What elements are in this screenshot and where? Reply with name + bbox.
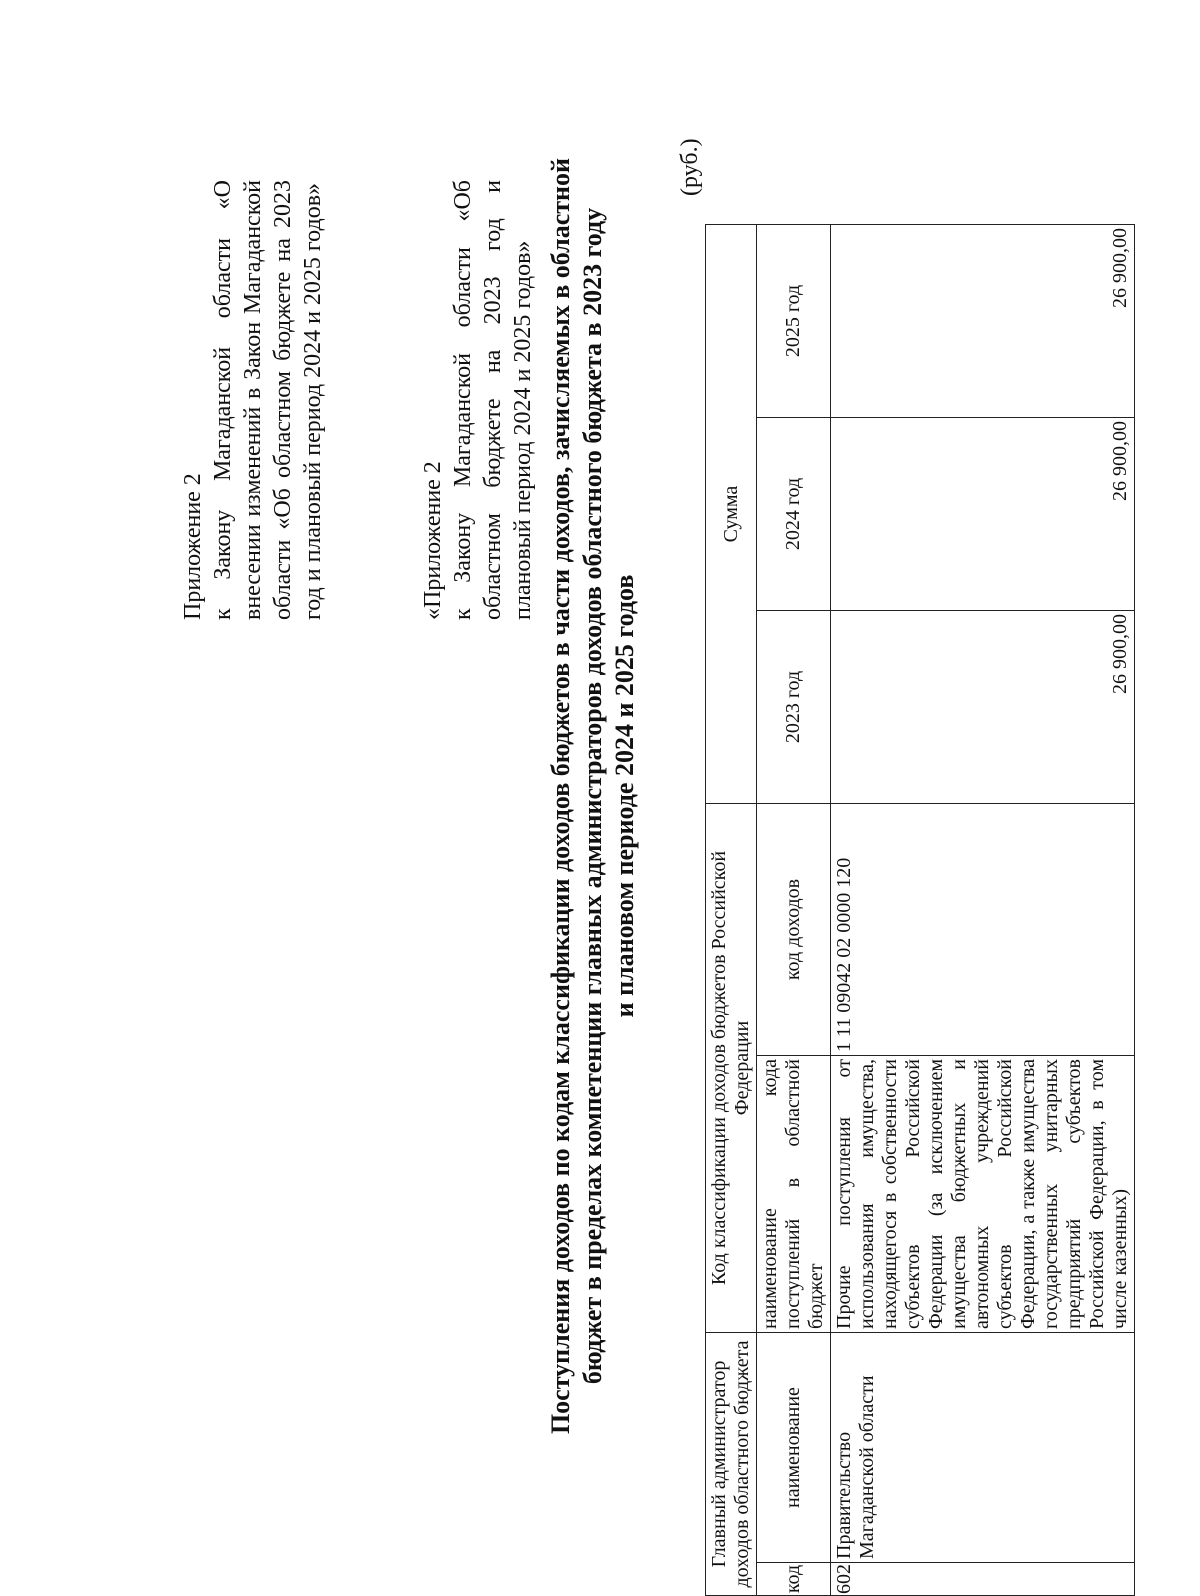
- header-sum-group: Сумма: [706, 225, 757, 804]
- table-row: [831, 225, 1135, 1596]
- title-line: и плановом периоде 2024 и 2025 годов: [610, 574, 639, 1018]
- table-header-row: [757, 225, 831, 1596]
- document-title: [545, 146, 641, 1446]
- title-line: Поступления доходов по кодам классификации доходов бюджетов в части доходов, зачисляемых в областной: [546, 157, 575, 1435]
- header-2024: 2024 год: [757, 418, 831, 611]
- appendix-current-line: Приложение 2: [180, 473, 206, 620]
- header-name: наименование: [757, 1333, 831, 1563]
- header-2025: 2025 год: [757, 225, 831, 418]
- revenue-table: [705, 224, 1135, 1596]
- cell-description: Прочие поступления от использования имущества, находящегося в собственности субъектов Российской Федерации (за исключением имущества бюджетных и автономных учреждений субъектов Российской Федерации, а также имущества государственных унитарных предприятий субъектов Российской Федерации, в том числе казенных): [831, 1056, 1135, 1333]
- appendix-original-line: к Закону Магаданской области «Об областном бюджете на 2023 год и плановый период 2024 и 2025 годов»: [450, 180, 536, 620]
- cell-admin-name: Правительство Магаданской области: [831, 1333, 1135, 1563]
- cell-sum-2024: 26 900,00: [831, 418, 1135, 611]
- appendix-current-reference: [178, 180, 328, 620]
- appendix-original-line: «Приложение 2: [420, 461, 446, 620]
- unit-label: (руб.): [677, 138, 703, 196]
- title-line: бюджет в пределах компетенции главных администраторов доходов областного бюджета в 2023 году: [578, 207, 607, 1385]
- header-description: наименование кода поступлений в областной бюджет: [757, 1056, 831, 1333]
- cell-income-code: 1 11 09042 02 0000 120: [831, 804, 1135, 1056]
- header-admin-group: Главный администратор доходов областного бюджета: [706, 1333, 757, 1596]
- cell-sum-2023: 26 900,00: [831, 611, 1135, 804]
- header-code: код: [757, 1563, 831, 1596]
- header-income-code: код доходов: [757, 804, 831, 1056]
- appendix-original-reference: [418, 180, 538, 620]
- cell-sum-2025: 26 900,00: [831, 225, 1135, 418]
- appendix-current-line: к Закону Магаданской области «О внесении изменений в Закон Магаданской области «Об областном бюджете на 2023 год и плановый период 2024 и 2025 годов»: [210, 180, 326, 620]
- header-2023: 2023 год: [757, 611, 831, 804]
- table-header-row: [706, 225, 757, 1596]
- header-classification-group: Код классификации доходов бюджетов Российской Федерации: [706, 804, 757, 1333]
- cell-admin-code: 602: [831, 1563, 1135, 1596]
